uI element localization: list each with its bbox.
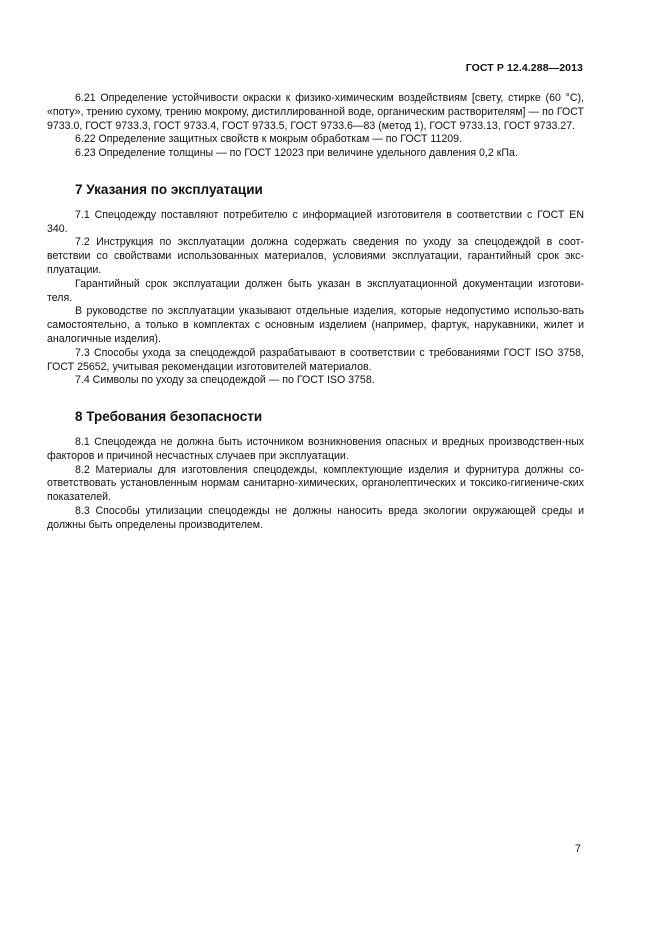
paragraph-7-2-warranty: Гарантийный срок эксплуатации должен быть указан в эксплуатационной документации изготови-теля. [47,277,584,304]
paragraph-7-4: 7.4 Символы по уходу за спецодеждой — по ГОСТ ISO 3758. [75,374,375,387]
paragraph-7-1: 7.1 Спецодежду поставляют потребителю с информацией изготовителя в соответствии с ГОСТ EN 340. [47,208,584,235]
paragraph-7-2-manual: В руководстве по эксплуатации указывают отдельные изделия, которые недопустимо использо-вать самостоятельно, а только в комплектах с основным изделием (например, фартук, нарукавники, жилет и аналогичные изделия). [47,305,584,345]
section-8-title: 8 Требования безопасности [75,409,263,425]
page-number: 7 [574,843,581,855]
document-body [47,92,584,533]
section-7-title: 7 Указания по эксплуатации [75,181,263,197]
paragraph-6-23: 6.23 Определение толщины — по ГОСТ 12023 при величине удельного давления 0,2 кПа. [75,147,518,160]
paragraph-7-3: 7.3 Способы ухода за спецодеждой разрабатывают в соответствии с требованиями ГОСТ ISO 3758, ГОСТ 25652, учитывая рекомендации изготовителей материалов. [47,346,584,373]
paragraph-8-3: 8.3 Способы утилизации спецодежды не должны наносить вреда экологии окружающей среды и должны быть определены производителем. [47,504,584,531]
paragraph-8-2: 8.2 Материалы для изготовления спецодежды, комплектующие изделия и фурнитура должны со-ответствовать установленным нормам санитарно-химических, органолептических и токсико-гигиениче-ских показателей. [47,463,584,504]
paragraph-6-21: 6.21 Определение устойчивости окраски к физико-химическим воздействиям [свету, стирке (60 °С), «поту», трению сухому, трению мокрому, дистиллированной воде, органическим растворителям] — по ГОСТ 9733.0, ГОСТ 9733.3, ГОСТ 9733.4, ГОСТ 9733.5, ГОСТ 9733.6—83 (метод 1), ГОСТ 9733.13, ГОСТ 9733.27. [47,92,584,132]
paragraph-7-2: 7.2 Инструкция по эксплуатации должна содержать сведения по уходу за спецодеждой в соот-ветствии со свойствами использованных материалов, условиями эксплуатации, гарантийный срок экс-плуатации. [47,236,584,276]
document-code: ГОСТ Р 12.4.288—2013 [465,62,583,74]
paragraph-6-22: 6.22 Определение защитных свойств к мокрым обработкам — по ГОСТ 11209. [75,133,463,146]
paragraph-8-1: 8.1 Спецодежда не должна быть источником возникновения опасных и вредных производствен-ных факторов и причиной несчастных случаев при эксплуатации. [47,435,584,462]
